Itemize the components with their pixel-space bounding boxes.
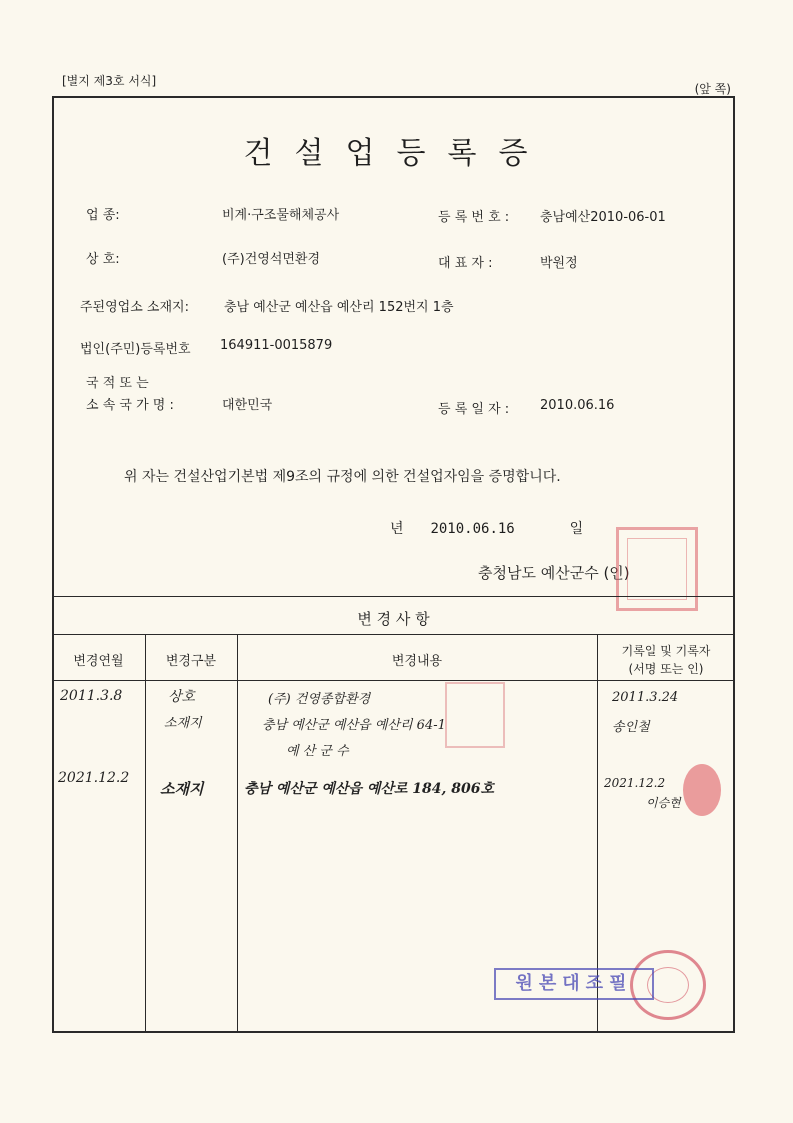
row2-type-1: 소재지 [160,780,204,798]
faded-seal [445,682,505,748]
col-header-content: 변경내용 [391,654,443,669]
issue-date-line [390,518,583,538]
row2-recorder: 이승현 [646,796,681,810]
row1-type-2: 소재지 [164,716,202,731]
original-verified-stamp: 원본대조필 [494,968,654,1000]
page-side-label: (앞 쪽) [694,82,731,96]
reg-no-label: 등 록 번 호 : [438,210,510,225]
form-number-label: [별지 제3호 서식] [62,74,157,88]
issuer-name: 충청남도 예산군수 (인) [478,564,630,582]
row1-type-1: 상호 [168,689,196,705]
nationality-label-2: 소 속 국 가 명 : [86,398,174,413]
row1-content-2: 충남 예산군 예산읍 예산리 64-1 [262,718,446,733]
row2-content-1: 충남 예산군 예산읍 예산로 184, 806호 [244,781,494,797]
row1-record-date: 2011.3.24 [612,690,679,705]
company-label: 상 호: [86,252,120,267]
row1-recorder: 송인철 [612,720,650,735]
day-label: 일 [569,521,584,537]
certificate-title: 건설업등록증 [243,136,550,171]
corp-reg-value: 164911-0015879 [220,338,333,353]
col-header-date: 변경연월 [73,654,124,669]
office-label: 주된영업소 소재지: [80,300,189,315]
reg-no-value: 충남예산2010-06-01 [540,210,666,225]
col-header-signature: (서명 또는 인) [628,662,704,676]
row2-date: 2021.12.2 [58,770,130,786]
office-value: 충남 예산군 예산읍 예산리 152번지 1층 [224,300,454,315]
company-value: (주)건영석면환경 [222,252,321,267]
row1-date: 2011.3.8 [60,688,123,704]
nationality-label-1: 국 적 또 는 [86,376,149,391]
col-header-record: 기록일 및 기록자 [621,644,711,658]
representative-label: 대 표 자 : [438,256,493,271]
row2-record-date: 2021.12.2 [604,776,666,790]
row1-content-1: (주) 건영종합환경 [268,692,371,707]
industry-label: 업 종: [86,208,120,223]
year-label: 년 [390,521,404,537]
corp-reg-label: 법인(주민)등록번호 [80,342,191,357]
changes-header-rule [52,680,735,681]
reg-date-label: 등 록 일 자 : [438,402,510,417]
certification-statement: 위 자는 건설산업기본법 제9조의 규정에 의한 건설업자임을 증명합니다. [124,469,561,485]
official-seal-square [616,527,698,611]
row1-content-3: 예 산 군 수 [286,744,349,759]
changes-heading-rule [52,634,735,635]
changes-top-rule [52,596,735,597]
industry-value: 비계·구조물해체공사 [222,208,340,223]
representative-value: 박원정 [540,256,578,271]
col-header-type: 변경구분 [165,654,217,669]
red-seal [683,764,721,816]
changes-heading: 변 경 사 항 [357,610,430,628]
reg-date-value: 2010.06.16 [540,398,615,413]
nationality-value: 대한민국 [222,398,273,413]
issue-date-value: 2010.06.16 [430,521,515,537]
